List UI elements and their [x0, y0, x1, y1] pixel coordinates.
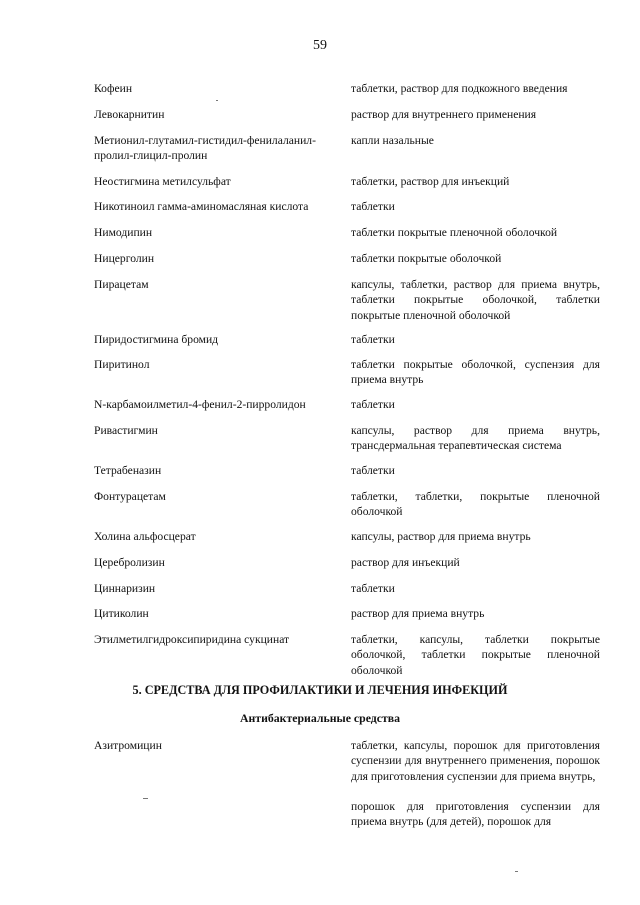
dosage-form: капсулы, таблетки, раствор для приема внутрь, таблетки покрытые оболочкой, таблетки покрытые пленочной оболочкой [351, 278, 600, 322]
dosage-form: таблетки, капсулы, таблетки покрытые оболочкой, таблетки покрытые пленочной оболочкой [351, 633, 600, 677]
dosage-form: таблетки [351, 582, 395, 595]
dosage-form: таблетки, таблетки, покрытые пленочной оболочкой [351, 490, 600, 519]
drug-name: Холина альфосцерат [94, 530, 196, 543]
dosage-form: раствор для внутреннего применения [351, 108, 537, 121]
scan-speck [216, 100, 218, 101]
drug-name: Циннаризин [94, 582, 156, 595]
dosage-form: таблетки покрытые оболочкой, суспензия для приема внутрь [351, 358, 600, 387]
scan-speck [143, 798, 148, 799]
drug-name: Тетрабеназин [94, 464, 162, 477]
dosage-form: таблетки [351, 200, 395, 213]
dosage-form: порошок для приготовления суспензии для приема внутрь (для детей), порошок для [351, 800, 600, 829]
drug-name: Неостигмина метилсульфат [94, 175, 231, 188]
section-title: 5. СРЕДСТВА ДЛЯ ПРОФИЛАКТИКИ И ЛЕЧЕНИЯ ИНФЕКЦИЙ [132, 683, 508, 697]
drug-name: Метионил-глутамил-гистидил-фенилаланил-пролил-глицил-пролин [94, 134, 316, 163]
dosage-form: таблетки [351, 333, 395, 346]
dosage-form: таблетки покрытые оболочкой [351, 252, 502, 265]
drug-name: Ривастигмин [94, 424, 158, 437]
dosage-form: таблетки [351, 398, 395, 411]
drug-name: Кофеин [94, 82, 133, 95]
drug-name: Этилметилгидроксипиридина сукцинат [94, 633, 290, 646]
dosage-form: капсулы, раствор для приема внутрь, трансдермальная терапевтическая система [351, 424, 600, 453]
dosage-form: таблетки, капсулы, порошок для приготовления суспензии для внутреннего применения, порошок для приготовления суспензии для приема внутрь, [351, 739, 600, 783]
dosage-form: таблетки, раствор для инъекций [351, 175, 510, 188]
drug-name: Цитиколин [94, 607, 149, 620]
dosage-form: раствор для приема внутрь [351, 607, 485, 620]
dosage-form: таблетки, раствор для подкожного введения [351, 82, 568, 95]
dosage-form: таблетки [351, 464, 395, 477]
dosage-form: капли назальные [351, 134, 434, 147]
drug-name: Нимодипин [94, 226, 153, 239]
dosage-form: раствор для инъекций [351, 556, 460, 569]
dosage-form: капсулы, раствор для приема внутрь [351, 530, 531, 543]
scan-speck [515, 871, 518, 872]
drug-name: Никотиноил гамма-аминомасляная кислота [94, 200, 309, 213]
drug-name: Ницерголин [94, 252, 155, 265]
drug-name: Пирацетам [94, 278, 149, 291]
drug-name: Фонтурацетам [94, 490, 166, 503]
drug-name: Левокарнитин [94, 108, 165, 121]
drug-name: N-карбамоилметил-4-фенил-2-пирролидон [94, 398, 306, 411]
drug-name: Пиридостигмина бромид [94, 333, 219, 346]
dosage-form: таблетки покрытые пленочной оболочкой [351, 226, 558, 239]
subsection-title: Антибактериальные средства [239, 711, 401, 725]
page-number: 59 [313, 38, 327, 53]
drug-name: Церебролизин [94, 556, 165, 569]
drug-name: Азитромицин [94, 739, 162, 752]
drug-name: Пиритинол [94, 358, 150, 371]
